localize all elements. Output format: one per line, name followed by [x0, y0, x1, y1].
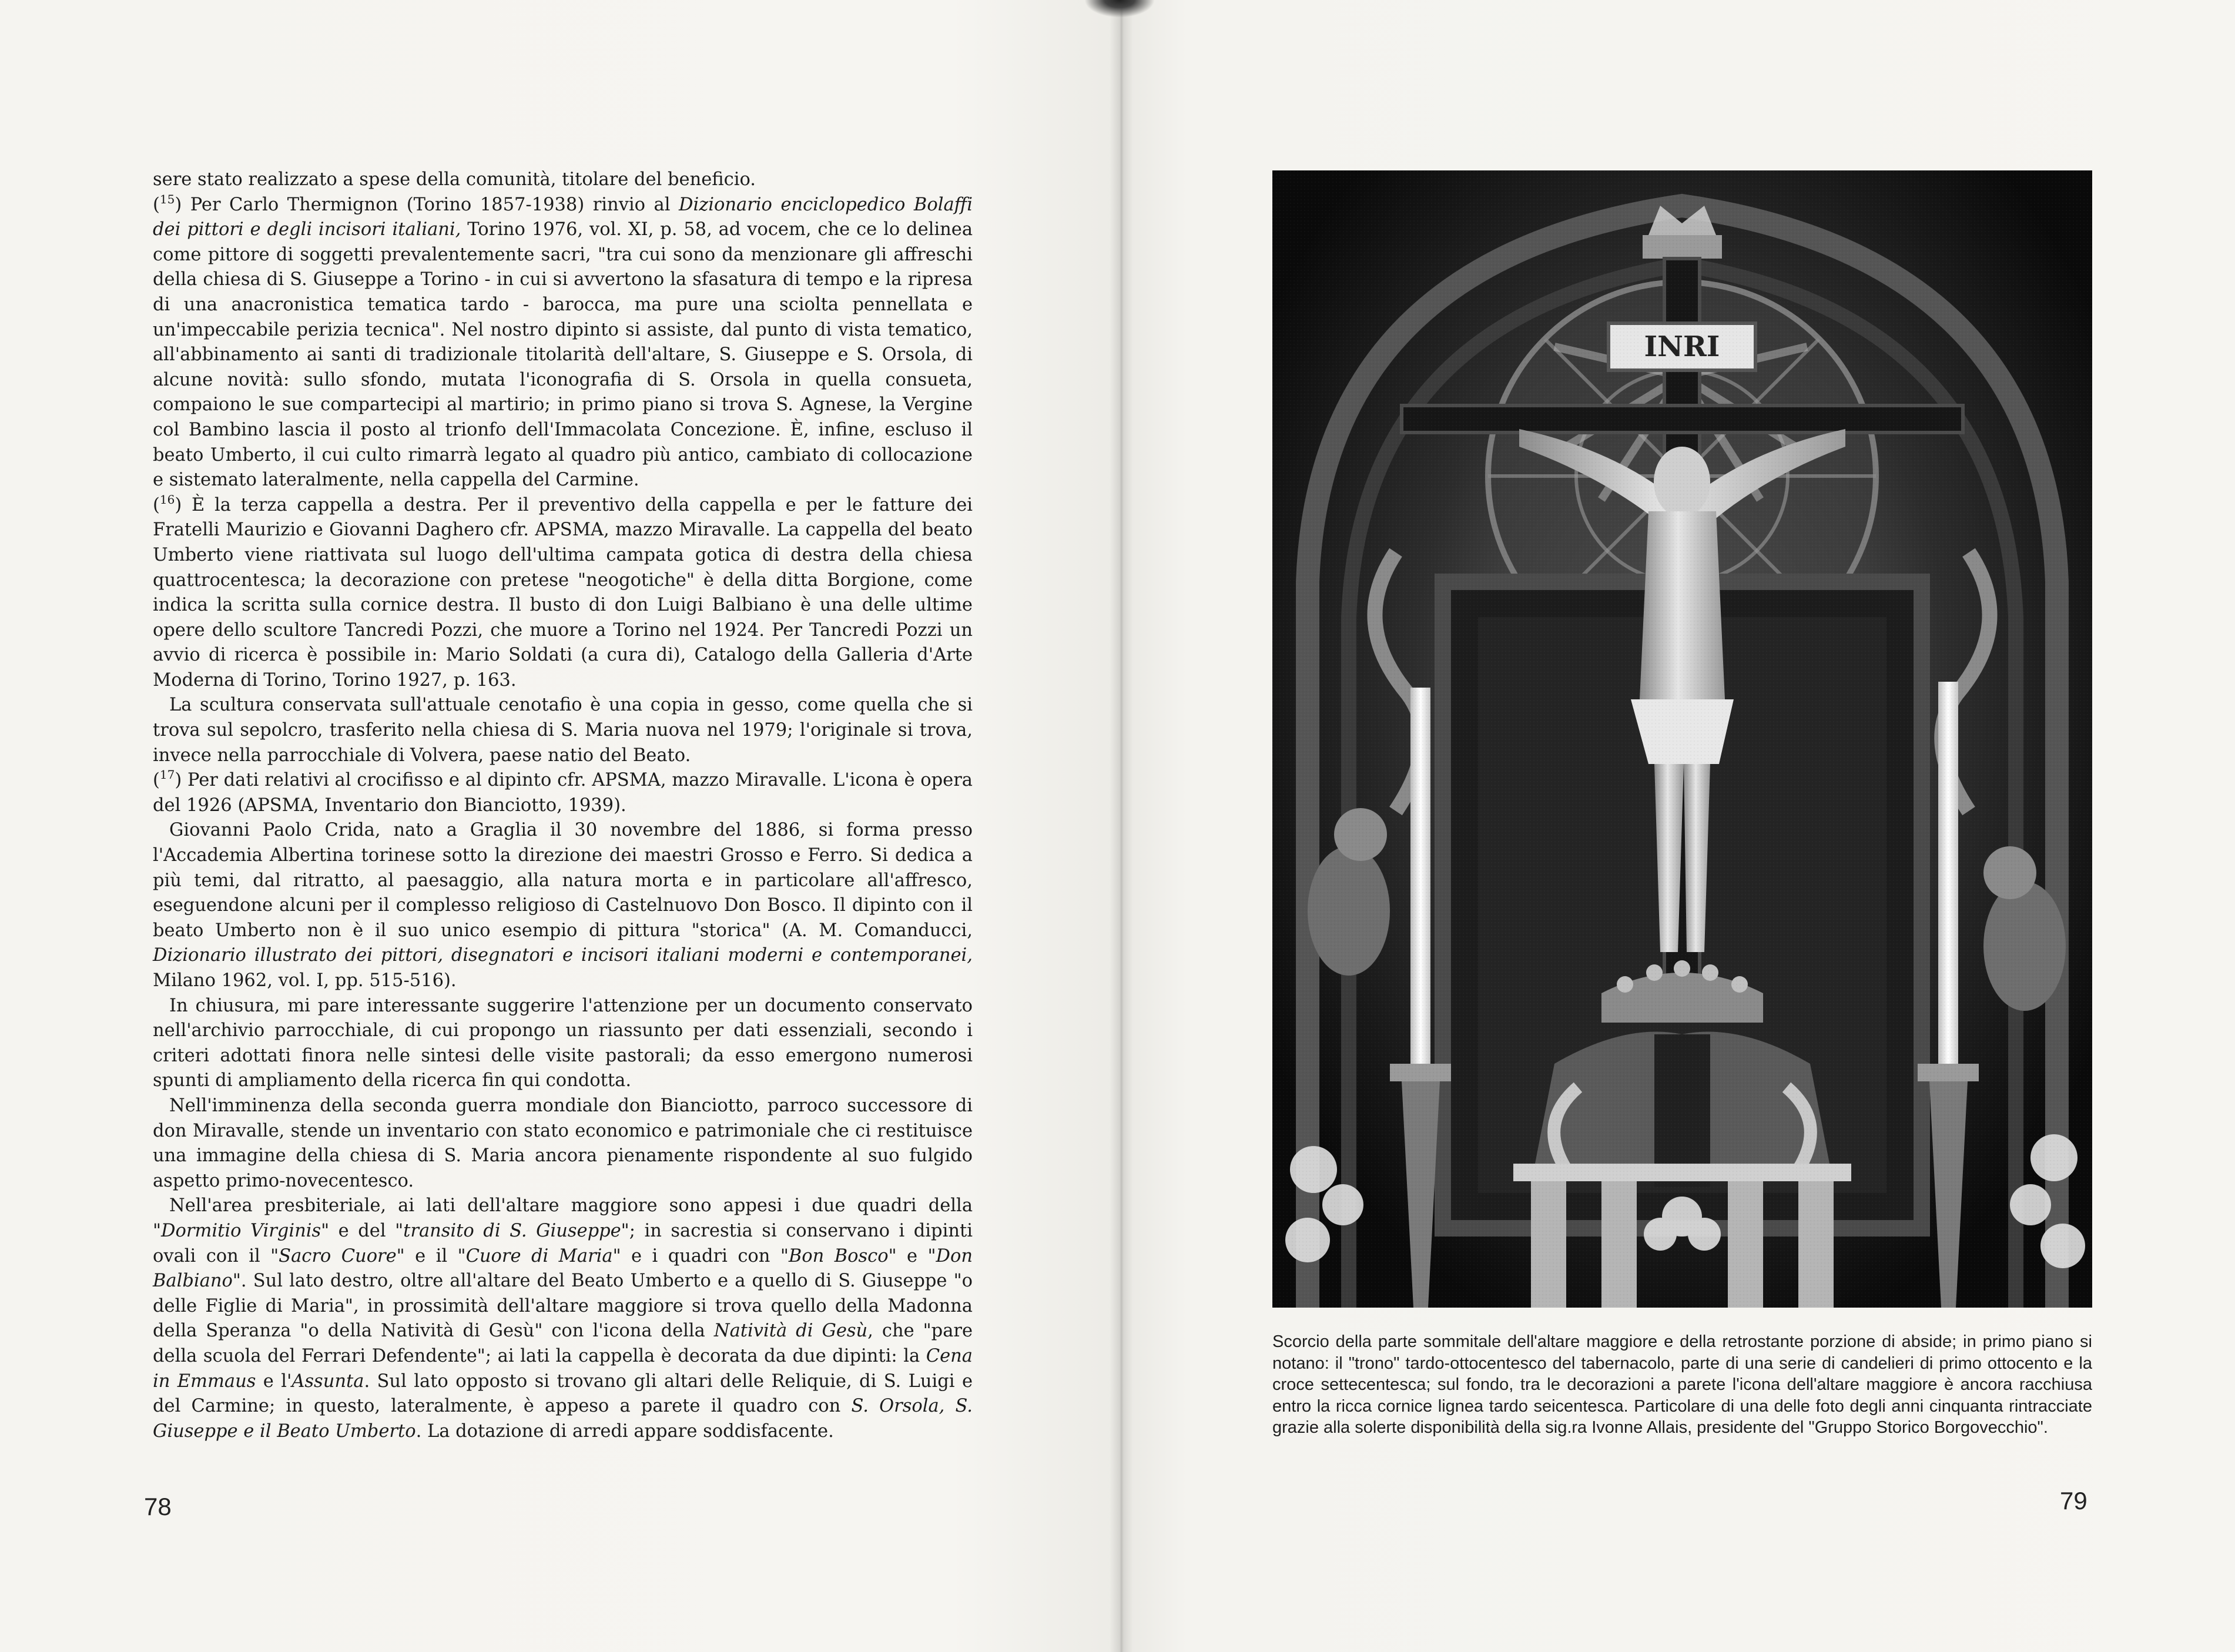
text-paragraph: ($^{15}$) Per Carlo Thermignon (Torino 1857-1938) rinvio al Dizionario enciclopedico Bolaffi dei pittori e degli incisori italiani, Torino 1976, vol. XI, p. 58, ad vocem, che ce lo delinea come pittore di soggetti prevalentemente sacri, "tra cui sono da menzionare gli affreschi della chiesa di S. Giuseppe a Torino - in cui si avvertono la sfasatura di tempo e la ripresa di una anacronistica tematica tardo - barocca, ma pure una sciolta pennellata e un'impeccabile perizia tecnica". Nel nostro dipinto si assiste, dal punto di vista tematico, all'abbinamento ai santi di tradizionale titolarità dell'altare, S. Giuseppe e S. Orsola, di alcune novità: sullo sfondo, mutata l'iconografia di S. Orsola in quella consueta, compaiono le sue compartecipi al martirio; in primo piano si trova S. Agnese, la Vergine col Bambino lascia il posto al trionfo dell'Immacolata Concezione. È, infine, escluso il beato Umberto, il cui culto rimarrà legato al quadro più antico, cambiato di collocazione e sistemato lateralmente, nella cappella del Carmine.: [153, 192, 973, 491]
text-paragraph: ($^{16}$) È la terza cappella a destra. Per il preventivo della cappella e per le fatture dei Fratelli Maurizio e Giovanni Daghero cfr. APSMA, mazzo Miravalle. La cappella del beato Umberto viene riattivata sul luogo dell'ultima campata gotica di destra della chiesa quattrocentesca; la decorazione con pretese "neogotiche" è della ditta Borgione, come indica la scritta sulla cornice destra. Il busto di don Luigi Balbiano è una delle ultime opere dello scultore Tancredi Pozzi, che muore a Torino nel 1924. Per Tancredi Pozzi un avvio di ricerca è possibile in: Mario Soldati (a cura di), Catalogo della Galleria d'Arte Moderna di Torino, Torino 1927, p. 163.: [153, 492, 973, 691]
altar-photograph: [1272, 170, 2092, 1308]
text-paragraph: Giovanni Paolo Crida, nato a Graglia il 30 novembre del 1886, si forma presso l'Accademia Albertina torinese sotto la direzione dei maestri Grosso e Ferro. Si dedica a più temi, dal ritratto, al paesaggio, alla natura morta e in particolare all'affresco, eseguendone alcuni per il complesso religioso di Castelnuovo Don Bosco. Il dipinto con il beato Umberto non è il suo unico esempio di pittura "storica" (A. M. Comanducci, Dizionario illustrato dei pittori, disegnatori e incisori italiani moderni e contemporanei, Milano 1962, vol. I, pp. 515-516).: [153, 820, 973, 991]
text-paragraph: In chiusura, mi pare interessante suggerire l'attenzione per un documento conservato nell'archivio parrocchiale, di cui propongo un riassunto per dati essenziali, secondo i criteri adottati finora nelle sintesi delle visite pastorali; da esso emergono numerosi spunti di ampliamento della ricerca fin qui condotta.: [153, 995, 973, 1091]
text-paragraph: ($^{17}$) Per dati relativi al crocifisso e al dipinto cfr. APSMA, mazzo Miravalle. L'icona è opera del 1926 (APSMA, Inventario don Bianciotto, 1939).: [153, 768, 973, 816]
altar-photo-graphic: [1272, 170, 2092, 1308]
photo-caption: Scorcio della parte sommitale dell'altare maggiore e della retrostante porzione di abside; in primo piano si notano: il "trono" tardo-ottocentesco del tabernacolo, parte di una serie di candelieri di primo ottocento e la croce settecentesca; sul fondo, tra le decorazioni a parete l'icona dell'altare maggiore è ancora racchiusa entro la ricca cornice lignea tardo seicentesca. Particolare di una delle foto degli anni cinquanta rintracciate grazie alla solerte disponibilità della sig.ra Ivonne Allais, presidente del "Gruppo Storico Borgovecchio".: [1272, 1332, 2092, 1437]
page-number-left: 78: [144, 1493, 172, 1520]
page-number-right: 79: [2060, 1487, 2087, 1514]
binding-mark: [1084, 0, 1155, 18]
text-paragraph: sere stato realizzato a spese della comunità, titolare del beneficio.: [153, 169, 756, 190]
text-paragraph: La scultura conservata sull'attuale cenotafio è una copia in gesso, come quella che si trova sul sepolcro, trasferito nella chiesa di S. Maria nuova nel 1979; l'originale si trova, invece nella parrocchiale di Volvera, paese natio del Beato.: [153, 695, 973, 766]
text-paragraph: Nell'area presbiteriale, ai lati dell'altare maggiore sono appesi i due quadri della "Dormitio Virginis" e del "transito di S. Giuseppe"; in sacrestia si conservano i dipinti ovali con il "Sacro Cuore" e il "Cuore di Maria" e i quadri con "Bon Bosco" e "Don Balbiano". Sul lato destro, oltre all'altare del Beato Umberto e a quello di S. Giuseppe "o delle Figlie di Maria", in prossimità dell'altare maggiore si trova quello della Madonna della Speranza "o della Natività di Gesù" con l'icona della Natività di Gesù, che "pare della scuola del Ferrari Defendente"; ai lati la cappella è decorata da due dipinti: la Cena in Emmaus e l'Assunta. Sul lato opposto si trovano gli altari delle Reliquie, di S. Luigi e del Carmine; in questo, lateralmente, è appeso a parete il quadro con S. Orsola, S. Giuseppe e il Beato Umberto. La dotazione di arredi appare soddisfacente.: [153, 1195, 973, 1442]
footnotes-text-column: [153, 167, 973, 1444]
text-paragraph: Nell'imminenza della seconda guerra mondiale don Bianciotto, parroco successore di don Miravalle, stende un inventario con stato economico e patrimoniale che ci restituisce una immagine della chiesa di S. Maria ancora pienamente rispondente al suo fulgido aspetto primo-novecentesco.: [153, 1095, 973, 1191]
book-gutter: [1110, 0, 1133, 1652]
